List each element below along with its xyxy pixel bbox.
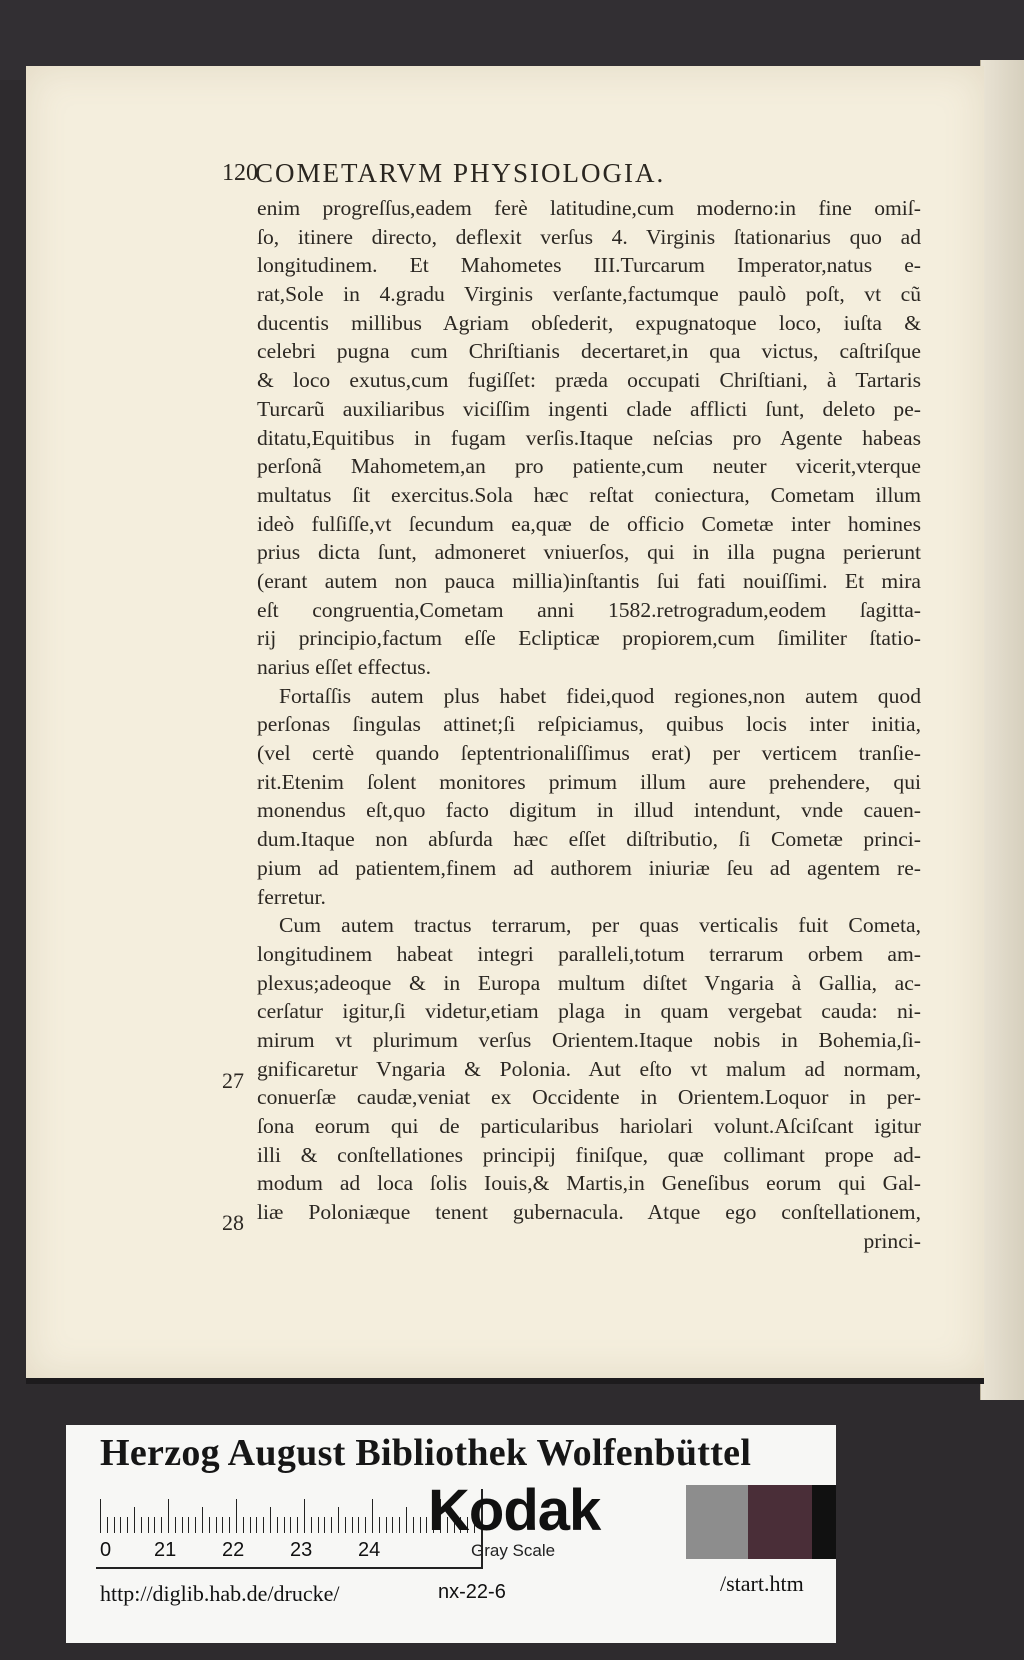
kodak-logo: Kodak — [428, 1478, 601, 1543]
url-mid: nx-22-6 — [438, 1581, 506, 1603]
scale-label: 23 — [290, 1539, 313, 1561]
ruler-tick — [304, 1499, 305, 1533]
text-line: ditatu,Equitibus in fugam verſis.Itaque neſcias pro Agente habeas — [257, 425, 921, 450]
ruler-tick — [222, 1517, 223, 1533]
ruler-tick — [352, 1517, 353, 1533]
ruler-tick — [338, 1507, 339, 1533]
ruler-tick — [318, 1517, 319, 1533]
scale-label: 0 — [100, 1539, 112, 1561]
text-line: ſo, itinere directo, deflexit verſus 4. Virginis ſtationarius quo ad — [257, 224, 921, 249]
gray-swatch-dark — [748, 1485, 812, 1559]
text-line: (erant autem non pauca millia)inſtantis ſui fati nouiſſimi. Et mira — [257, 568, 921, 593]
ruler-tick — [120, 1517, 121, 1533]
ruler-tick — [243, 1517, 244, 1533]
scale-label: 21 — [154, 1539, 177, 1561]
ruler-tick — [372, 1499, 373, 1533]
ruler-tick — [324, 1517, 325, 1533]
gray-swatch-black — [812, 1485, 836, 1559]
scale-ruler — [96, 1489, 483, 1569]
ruler-tick — [168, 1499, 169, 1533]
ruler-tick — [392, 1517, 393, 1533]
ruler-tick — [148, 1517, 149, 1533]
text-line: eſt congruentia,Cometam anni 1582.retrogradum,eodem ſagitta- — [257, 597, 921, 622]
url-right: /start.htm — [720, 1571, 804, 1596]
gray-swatch-light — [686, 1485, 748, 1559]
text-line: ducentis millibus Agriam obſederit, expugnatoque loco, iuſta & — [257, 310, 921, 335]
text-line: conuerſæ caudæ,veniat ex Occidente in Orientem.Loquor in per- — [257, 1085, 921, 1110]
ruler-tick — [413, 1517, 414, 1533]
gray-scale-label: Gray Scale — [471, 1541, 556, 1560]
text-line: monendus eſt,quo facto digitum in illud intendunt, vnde cauen- — [257, 798, 921, 823]
text-line: rij principio,factum eſſe Eclipticæ propiorem,cum ſimiliter ſtatio- — [257, 626, 921, 651]
text-line: Turcarũ auxiliaribus viciſſim ingenti clade afflicti ſunt, deleto pe- — [257, 396, 921, 421]
body-text — [257, 194, 921, 1255]
page-number: 120 — [222, 160, 258, 186]
ruler-tick — [277, 1517, 278, 1533]
ruler-tick — [263, 1517, 264, 1533]
text-line: rat,Sole in 4.gradu Virginis verſante,factumque paulò poſt, vt cũ — [257, 282, 921, 307]
text-line: & loco exutus,cum fugiſſet: præda occupati Chriſtiani, à Tartaris — [257, 368, 921, 393]
text-line: narius eſſet effectus. — [257, 655, 432, 679]
url-left: http://diglib.hab.de/drucke/ — [100, 1581, 340, 1606]
text-line: longitudinem habeat integri paralleli,totum terrarum orbem am- — [257, 941, 921, 966]
text-line: perſonas ſingulas attinet;ſi reſpiciamus, quibus locis inter initia, — [257, 712, 921, 737]
text-line: enim progreſſus,eadem ferè latitudine,cum moderno:in fine omiſ- — [257, 196, 921, 220]
page-shadow — [26, 1378, 984, 1384]
ruler-tick — [229, 1517, 230, 1533]
text-line: illi & conſtellationes principij finiſque, quæ collimant prope ad- — [257, 1142, 921, 1167]
ruler-tick — [406, 1507, 407, 1533]
ruler-tick — [175, 1517, 176, 1533]
ruler-tick — [379, 1517, 380, 1533]
ruler-tick — [182, 1517, 183, 1533]
ruler-tick — [127, 1517, 128, 1533]
text-line: plexus;adeoque & in Europa multum diſtet Vngaria à Gallia, ac- — [257, 970, 921, 995]
ruler-tick — [386, 1517, 387, 1533]
ruler-tick — [236, 1499, 237, 1533]
ruler-tick — [297, 1517, 298, 1533]
text-line: multatus ſit exercitus.Sola hæc reſtat coniectura, Cometam illum — [257, 482, 921, 507]
ruler-tick — [202, 1507, 203, 1533]
text-line: dum.Itaque non abſurda hæc eſſet diſtributio, ſi Cometæ princi- — [257, 827, 921, 852]
ruler-tick — [195, 1517, 196, 1533]
ruler-tick — [331, 1517, 332, 1533]
ruler-tick — [216, 1517, 217, 1533]
ruler-tick — [256, 1517, 257, 1533]
text-line: longitudinem. Et Mahometes III.Turcarum Imperator,natus e- — [257, 253, 921, 278]
text-line: ſona eorum qui de particularibus hariolari volunt.Aſciſcant igitur — [257, 1114, 921, 1138]
text-line: celebri pugna cum Chriſtianis decertaret,in qua victus, caſtriſque — [257, 339, 921, 364]
ruler-tick — [114, 1517, 115, 1533]
text-line: ferretur. — [257, 884, 326, 909]
ruler-tick — [154, 1517, 155, 1533]
ruler-tick — [311, 1517, 312, 1533]
ruler-tick — [290, 1517, 291, 1533]
ruler-tick — [420, 1517, 421, 1533]
margin-note-27: 27 — [222, 1068, 244, 1093]
text-line: Fortaſſis autem plus habet fidei,quod regiones,non autem quod — [279, 683, 921, 708]
text-line: gnificaretur Vngaria & Polonia. Aut eſto vt malum ad normam, — [257, 1056, 921, 1081]
scale-label: 24 — [358, 1539, 381, 1561]
margin-note-28: 28 — [222, 1210, 244, 1235]
ruler-tick — [365, 1517, 366, 1533]
text-line: (vel certè quando ſeptentrionaliſſimus erat) per verticem tranſie- — [257, 741, 921, 766]
text-line: princi- — [863, 1228, 921, 1253]
text-line: pium ad patientem,finem ad authorem iniuriæ ſeu ad agentem re- — [257, 855, 921, 880]
ruler-tick — [284, 1517, 285, 1533]
ruler-tick — [209, 1517, 210, 1533]
facing-page-edge — [980, 60, 1024, 1400]
library-name: Herzog August Bibliothek Wolfenbüttel — [100, 1432, 752, 1474]
ruler-tick — [399, 1517, 400, 1533]
text-line: perſonã Mahometem,an pro patiente,cum neuter vicerit,vterque — [257, 454, 921, 479]
text-line: Cum autem tractus terrarum, per quas verticalis fuit Cometa, — [279, 913, 921, 938]
text-line: ideò fulſiſſe,vt ſecundum ea,quæ de officio Cometæ inter homines — [257, 511, 921, 536]
running-head: COMETARVM PHYSIOLOGIA. — [255, 158, 666, 188]
ruler-tick — [270, 1507, 271, 1533]
text-line: rit.Etenim ſolent monitores primum illum aure prehendere, qui — [257, 769, 921, 794]
ruler-tick — [107, 1517, 108, 1533]
ruler-tick — [345, 1517, 346, 1533]
library-target-card — [66, 1425, 836, 1643]
scale-label: 22 — [222, 1539, 245, 1561]
ruler-tick — [188, 1517, 189, 1533]
ruler-tick — [161, 1517, 162, 1533]
text-line: prius dicta ſunt, admoneret vniuerſos, qui in illa pugna perierunt — [257, 540, 921, 565]
text-line: cerſatur igitur,ſi videtur,etiam plaga in quam vergebat cauda: ni- — [257, 999, 921, 1024]
ruler-tick — [141, 1517, 142, 1533]
ruler-tick — [250, 1517, 251, 1533]
ruler-tick — [100, 1499, 101, 1533]
ruler-tick — [358, 1517, 359, 1533]
text-line: mirum vt plurimum verſus Orientem.Itaque nobis in Bohemia,ſi- — [257, 1027, 921, 1052]
ruler-tick — [134, 1507, 135, 1533]
text-line: modum ad loca ſolis Iouis,& Martis,in Geneſibus eorum qui Gal- — [257, 1171, 921, 1196]
text-line: liæ Poloniæque tenent gubernacula. Atque ego conſtellationem, — [257, 1200, 921, 1225]
